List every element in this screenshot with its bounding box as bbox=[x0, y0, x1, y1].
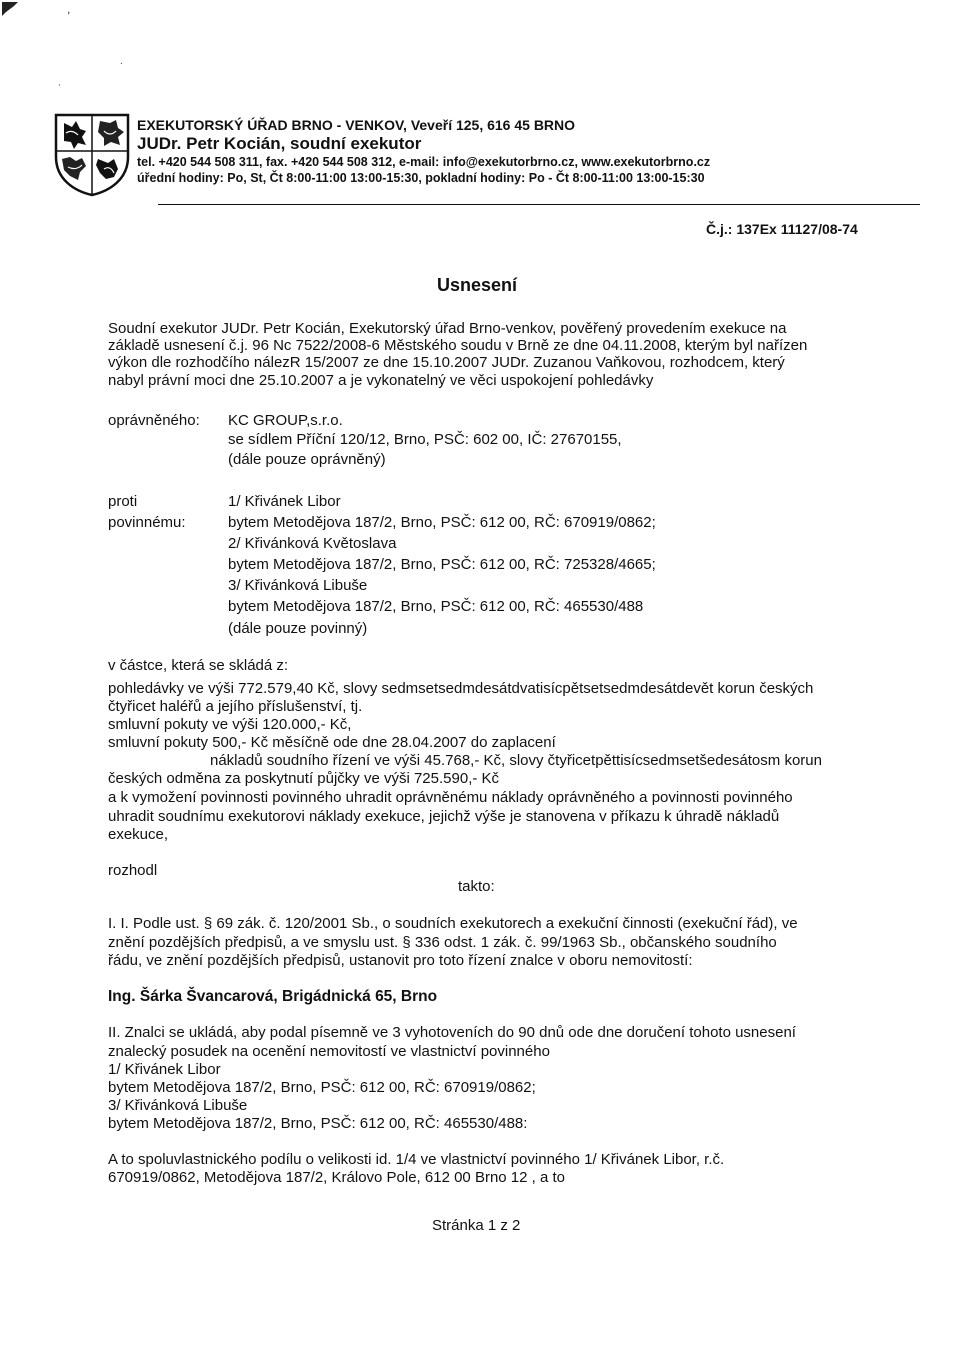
contact-info: tel. +420 544 508 311, fax. +420 544 508 312, e-mail: info@exekutorbrno.cz, www.exekutorbrno.cz bbox=[137, 155, 711, 169]
creditor-line: se sídlem Příční 120/12, Brno, PSČ: 602 00, IČ: 27670155, bbox=[228, 431, 622, 448]
scan-speck: ˙ bbox=[58, 82, 62, 96]
document-title: Usnesení bbox=[437, 275, 518, 295]
amount-line: pohledávky ve výši 772.579,40 Kč, slovy sedmsetsedmdesátdvatisícpětsetsedmdesátdevět korun českých bbox=[108, 680, 814, 697]
debtor-label-proti: proti bbox=[108, 493, 138, 510]
intro-line: Soudní exekutor JUDr. Petr Kocián, Exekutorský úřad Brno-venkov, pověřený provedením exekuce na bbox=[108, 320, 787, 337]
creditor-line: KC GROUP,s.r.o. bbox=[228, 412, 343, 429]
executor-name: JUDr. Petr Kocián, soudní exekutor bbox=[137, 134, 422, 153]
decided-label: rozhodl bbox=[108, 862, 158, 879]
part2-line: 1/ Křivánek Libor bbox=[108, 1061, 221, 1078]
office-address: EXEKUTORSKÝ ÚŘAD BRNO - VENKOV, Veveří 125, 616 45 BRNO bbox=[137, 117, 576, 133]
costs-line: exekuce, bbox=[108, 826, 169, 843]
intro-line: výkon dle rozhodčího nálezR 15/2007 ze dne 15.10.2007 JUDr. Zuzanou Vaňkovou, rozhodcem, který bbox=[108, 354, 785, 371]
page-number: Stránka 1 z 2 bbox=[432, 1217, 521, 1234]
part3-line: 670919/0862, Metodějova 187/2, Královo Pole, 612 00 Brno 12 , a to bbox=[108, 1169, 566, 1186]
debtor-label: povinnému: bbox=[108, 514, 186, 531]
debtor-line: (dále pouze povinný) bbox=[228, 620, 368, 637]
scan-corner-mark bbox=[0, 0, 40, 40]
debtor-line: 2/ Křivánková Květoslava bbox=[228, 535, 397, 552]
creditor-line: (dále pouze oprávněný) bbox=[228, 451, 386, 468]
costs-line: nákladů soudního řízení ve výši 45.768,- Kč, slovy čtyřicetpěttisícsedmsetšedesátosm korun bbox=[210, 752, 822, 769]
case-reference: Č.j.: 137Ex 11127/08-74 bbox=[706, 221, 858, 237]
intro-line: základě usnesení č.j. 96 Nc 7522/2008-6 Městského soudu v Brně ze dne 04.11.2008, kterým byl nařízen bbox=[108, 337, 808, 354]
part2-line: znalecký posudek na ocenění nemovitostí ve vlastnictví povinného bbox=[108, 1043, 550, 1060]
part2-line: bytem Metodějova 187/2, Brno, PSČ: 612 00, RČ: 465530/488: bbox=[108, 1115, 528, 1132]
part2-line: 3/ Křivánková Libuše bbox=[108, 1097, 248, 1114]
part3-line: A to spoluvlastnického podílu o velikosti id. 1/4 ve vlastnictví povinného 1/ Křivánek Libor, r.č. bbox=[108, 1151, 725, 1168]
coat-of-arms-emblem bbox=[52, 111, 132, 197]
office-hours: úřední hodiny: Po, St, Čt 8:00-11:00 13:00-15:30, pokladní hodiny: Po - Čt 8:00-11:00 13:00-15:30 bbox=[137, 171, 705, 185]
part2-line: II. Znalci se ukládá, aby podal písemně ve 3 vyhotoveních do 90 dnů ode dne doručení tohoto usnesení bbox=[108, 1024, 796, 1041]
part1-line: řádu, ve znění pozdějších předpisů, ustanovit pro toto řízení znalce v oboru nemovitostí: bbox=[108, 952, 693, 969]
debtor-line: 1/ Křivánek Libor bbox=[228, 493, 341, 510]
takto-label: takto: bbox=[458, 878, 495, 895]
part2-line: bytem Metodějova 187/2, Brno, PSČ: 612 00, RČ: 670919/0862; bbox=[108, 1079, 536, 1096]
expert-name: Ing. Šárka Švancarová, Brigádnická 65, Brno bbox=[108, 988, 438, 1005]
creditor-label: oprávněného: bbox=[108, 412, 200, 429]
debtor-line: 3/ Křivánková Libuše bbox=[228, 577, 368, 594]
debtor-line: bytem Metodějova 187/2, Brno, PSČ: 612 00, RČ: 465530/488 bbox=[228, 598, 644, 615]
debtor-line: bytem Metodějova 187/2, Brno, PSČ: 612 00, RČ: 725328/4665; bbox=[228, 556, 656, 573]
amount-line: smluvní pokuty ve výši 120.000,- Kč, bbox=[108, 716, 352, 733]
costs-line: a k vymožení povinnosti povinného uhradit oprávněnému náklady oprávněného a povinnosti povinného bbox=[108, 789, 793, 806]
costs-line: českých odměna za poskytnutí půjčky ve výši 725.590,- Kč bbox=[108, 770, 500, 787]
part1-line: I. I. Podle ust. § 69 zák. č. 120/2001 Sb., o soudních exekutorech a exekuční činnosti (exekuční řád), ve bbox=[108, 915, 798, 932]
amount-line: smluvní pokuty 500,- Kč měsíčně ode dne 28.04.2007 do zaplacení bbox=[108, 734, 556, 751]
amount-line: čtyřicet haléřů a jejího příslušenství, tj. bbox=[108, 698, 363, 715]
part1-line: znění pozdějších předpisů, a ve smyslu ust. § 336 odst. 1 zák. č. 99/1963 Sb., občanského soudního bbox=[108, 934, 777, 951]
amount-line: v částce, která se skládá z: bbox=[108, 657, 289, 674]
debtor-line: bytem Metodějova 187/2, Brno, PSČ: 612 00, RČ: 670919/0862; bbox=[228, 514, 656, 531]
scan-speck: , bbox=[67, 2, 71, 16]
intro-line: nabyl právní moci dne 25.10.2007 a je vykonatelný ve věci uspokojení pohledávky bbox=[108, 372, 654, 389]
costs-line: uhradit soudnímu exekutorovi náklady exekuce, jejichž výše je stanovena v příkazu k úhradě nákladů bbox=[108, 808, 780, 825]
header-rule bbox=[158, 204, 920, 205]
scan-speck: . bbox=[120, 56, 123, 67]
